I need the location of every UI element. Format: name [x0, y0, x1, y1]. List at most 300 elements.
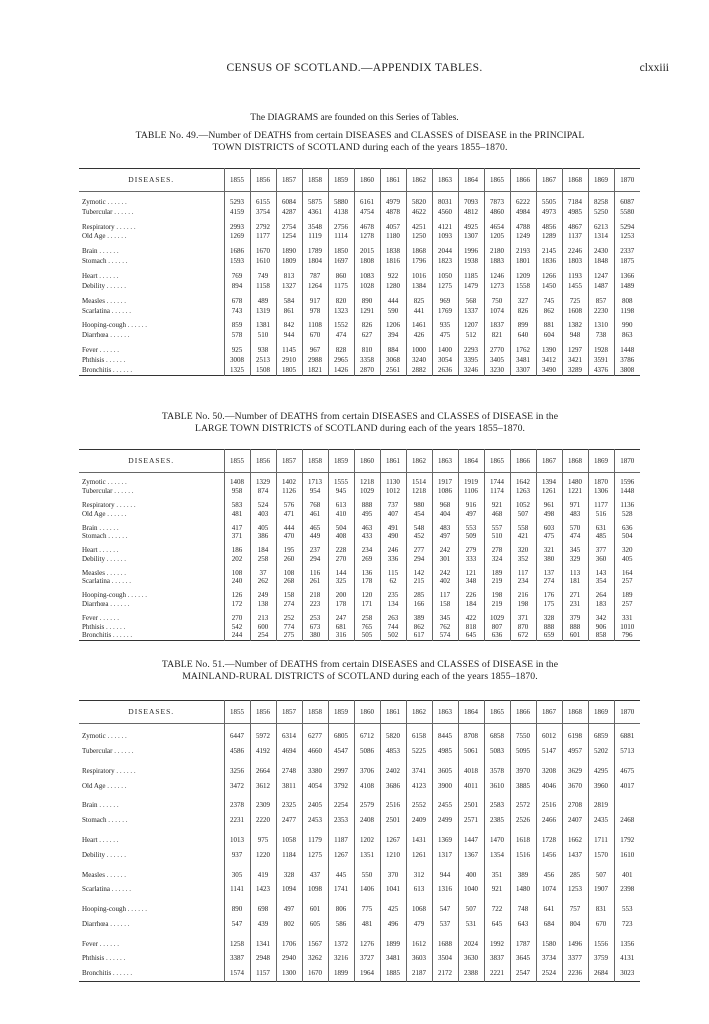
death-count: 1297: [562, 345, 588, 355]
death-count: 348: [458, 577, 484, 586]
death-count: 2337: [614, 246, 640, 256]
death-count: 1642: [510, 478, 536, 487]
leader-dots: . . . . . .: [105, 509, 127, 518]
death-count: 312: [406, 867, 432, 882]
death-count: 5505: [536, 197, 562, 207]
death-count: 937: [224, 847, 250, 862]
death-count: 749: [250, 271, 276, 281]
disease-name: Old Age: [82, 232, 106, 241]
table-row: [79, 232, 640, 242]
table-row: [79, 778, 640, 793]
death-count: 1000: [406, 345, 432, 355]
death-count: 3578: [484, 764, 510, 779]
disease-label: [79, 509, 224, 518]
death-count: 4660: [302, 744, 328, 759]
leader-dots: . . . . . .: [108, 331, 130, 340]
disease-label: [79, 271, 224, 281]
death-count: 1381: [250, 320, 276, 330]
death-count: 4108: [354, 778, 380, 793]
death-count: 1317: [432, 847, 458, 862]
death-count: 3645: [510, 951, 536, 966]
death-count: 748: [510, 902, 536, 917]
death-count: 329: [562, 554, 588, 563]
death-count: 1610: [250, 256, 276, 266]
death-count: 481: [224, 509, 250, 518]
death-count: 1278: [354, 232, 380, 242]
death-count: 270: [224, 613, 250, 622]
death-count: 4984: [510, 207, 536, 217]
death-count: 2684: [588, 966, 614, 982]
death-count: 1266: [536, 271, 562, 281]
year-header: 1859: [328, 701, 354, 724]
disease-label: [79, 867, 224, 882]
death-count: 1041: [380, 882, 406, 897]
death-count: 475: [432, 330, 458, 340]
death-count: 1198: [614, 306, 640, 316]
death-count: 465: [302, 523, 328, 532]
death-count: 1267: [380, 833, 406, 848]
death-count: 389: [510, 867, 536, 882]
caption-line-2: MAINLAND-RURAL DISTRICTS of SCOTLAND during each of the years 1855–1870.: [182, 671, 538, 682]
death-count: 468: [484, 509, 510, 518]
death-count: 405: [614, 554, 640, 563]
table-row: [79, 966, 640, 982]
disease-name: Stomach: [82, 257, 107, 266]
death-count: 4547: [328, 744, 354, 759]
death-count: 1769: [432, 306, 458, 316]
death-count: 496: [380, 916, 406, 931]
death-count: 2044: [432, 246, 458, 256]
death-count: 249: [250, 591, 276, 600]
death-count: 1480: [562, 478, 588, 487]
death-count: 138: [250, 600, 276, 609]
death-count: 725: [562, 296, 588, 306]
table-50: [79, 449, 640, 641]
death-count: 1175: [328, 281, 354, 291]
death-count: 2402: [380, 764, 406, 779]
death-count: 184: [458, 600, 484, 609]
death-count: 2408: [354, 813, 380, 828]
death-count: 5972: [250, 729, 276, 744]
death-count: 502: [380, 631, 406, 641]
death-count: 3208: [536, 764, 562, 779]
year-header: 1866: [510, 701, 536, 724]
table-row: [79, 296, 640, 306]
death-count: 178: [328, 600, 354, 609]
year-header: 1855: [224, 169, 250, 192]
caption-line-1: TABLE No. 51.—Number of DEATHS from certain DISEASES and CLASSES of DISEASE in the: [161, 659, 559, 670]
death-count: 244: [224, 631, 250, 641]
death-count: 3504: [432, 951, 458, 966]
death-count: 1787: [510, 936, 536, 951]
year-header: 1858: [302, 701, 328, 724]
death-count: 1098: [302, 882, 328, 897]
leader-dots: . . . . . .: [112, 207, 134, 216]
death-count: 6222: [510, 197, 536, 207]
death-count: 558: [510, 523, 536, 532]
death-count: 681: [328, 622, 354, 631]
death-count: 3358: [354, 355, 380, 365]
death-count: 437: [302, 867, 328, 882]
death-count: 4979: [380, 197, 406, 207]
death-count: 294: [406, 554, 432, 563]
death-count: 474: [328, 330, 354, 340]
death-count: 1917: [432, 478, 458, 487]
table-row: [79, 622, 640, 631]
death-count: 3811: [276, 778, 302, 793]
year-header: 1866: [510, 169, 536, 192]
death-count: 528: [614, 509, 640, 518]
death-count: 1706: [276, 936, 302, 951]
year-header: 1862: [406, 169, 432, 192]
death-count: 1040: [458, 882, 484, 897]
death-count: 2246: [562, 246, 588, 256]
death-count: 495: [354, 509, 380, 518]
death-count: 1269: [224, 232, 250, 242]
death-count: 507: [588, 867, 614, 882]
disease-label: [79, 966, 224, 982]
death-count: 888: [354, 501, 380, 510]
death-count: 4694: [276, 744, 302, 759]
death-count: 6158: [406, 729, 432, 744]
death-count: 254: [250, 631, 276, 641]
death-count: 738: [588, 330, 614, 340]
death-count: 531: [458, 916, 484, 931]
death-count: 1261: [536, 487, 562, 496]
death-count: 4046: [536, 778, 562, 793]
disease-name: Scarlatina: [82, 885, 110, 894]
death-count: 2819: [588, 798, 614, 813]
death-count: 4878: [380, 207, 406, 217]
disease-name: Debility: [82, 850, 105, 859]
disease-name: Diarrhœa: [82, 919, 109, 928]
death-count: 2455: [432, 798, 458, 813]
death-count: 419: [250, 867, 276, 882]
disease-name: Tubercular: [82, 207, 113, 216]
year-header: 1866: [510, 450, 536, 473]
death-count: 6314: [276, 729, 302, 744]
leader-dots: . . . . . .: [97, 939, 119, 948]
death-count: 2325: [276, 798, 302, 813]
leader-dots: . . . . . .: [114, 222, 136, 231]
death-count: 975: [250, 833, 276, 848]
death-count: 400: [458, 867, 484, 882]
death-count: 1489: [614, 281, 640, 291]
year-header: 1864: [458, 701, 484, 724]
death-count: 3548: [302, 222, 328, 232]
death-count: 4788: [510, 222, 536, 232]
death-count: 3734: [536, 951, 562, 966]
death-count: 3262: [302, 951, 328, 966]
year-header: 1858: [302, 450, 328, 473]
death-count: 1556: [588, 936, 614, 951]
death-count: 3054: [432, 355, 458, 365]
death-count: 600: [250, 622, 276, 631]
death-count: 3240: [406, 355, 432, 365]
disease-label: [79, 622, 224, 631]
table-row: [79, 355, 640, 365]
death-count: 402: [432, 577, 458, 586]
year-header: 1865: [484, 701, 510, 724]
death-count: 1351: [354, 847, 380, 862]
death-count: 62: [380, 577, 406, 586]
disease-label: [79, 330, 224, 340]
death-count: 818: [458, 622, 484, 631]
death-count: 645: [484, 916, 510, 931]
death-count: 327: [510, 296, 536, 306]
disease-label: [79, 355, 224, 365]
table-row: [79, 867, 640, 882]
death-count: 410: [328, 509, 354, 518]
death-count: 2579: [354, 798, 380, 813]
table-row: [79, 509, 640, 518]
death-count: 407: [380, 509, 406, 518]
table-row: [79, 365, 640, 376]
table-body: [79, 473, 640, 641]
death-count: 568: [458, 296, 484, 306]
death-count: 3759: [588, 951, 614, 966]
death-count: 1996: [458, 246, 484, 256]
death-count: 2708: [562, 798, 588, 813]
death-count: 481: [354, 916, 380, 931]
death-count: 862: [536, 306, 562, 316]
death-count: 1938: [458, 256, 484, 266]
death-count: 670: [588, 916, 614, 931]
death-count: 117: [432, 591, 458, 600]
death-count: 1402: [276, 478, 302, 487]
death-count: 1106: [458, 487, 484, 496]
table-row: [79, 256, 640, 266]
death-count: 1130: [380, 478, 406, 487]
death-count: 474: [562, 532, 588, 541]
disease-name: Respiratory: [82, 766, 115, 775]
disease-label: [79, 631, 224, 641]
intro-note: The DIAGRAMS are founded on this Series of Tables.: [250, 113, 459, 123]
death-count: 1254: [276, 232, 302, 242]
death-count: 2664: [250, 764, 276, 779]
death-count: 294: [302, 554, 328, 563]
death-count: 553: [458, 523, 484, 532]
death-count: 3412: [536, 355, 562, 365]
death-count: 7550: [510, 729, 536, 744]
header-row: [79, 701, 640, 724]
death-count: 1258: [224, 936, 250, 951]
year-header: 1859: [328, 450, 354, 473]
caption-line-1: TABLE No. 50.—Number of DEATHS from certain DISEASES and CLASSES of DISEASE in the: [161, 411, 559, 422]
death-count: 444: [380, 296, 406, 306]
death-count: 181: [562, 577, 588, 586]
death-count: 723: [614, 916, 640, 931]
death-count: 425: [380, 902, 406, 917]
death-count: 821: [484, 330, 510, 340]
caption-line-1: TABLE No. 49.—Number of DEATHS from certain DISEASES and CLASSES of DISEASE in the PRINCIPAL: [135, 130, 585, 141]
leader-dots: . . . . . .: [105, 478, 127, 487]
death-count: 497: [276, 902, 302, 917]
death-count: 3970: [510, 764, 536, 779]
death-count: 1670: [302, 966, 328, 982]
death-count: 213: [250, 613, 276, 622]
year-header: 1857: [276, 169, 302, 192]
death-count: 1450: [536, 281, 562, 291]
death-count: 360: [588, 554, 614, 563]
death-count: 2547: [510, 966, 536, 982]
death-count: 1306: [588, 487, 614, 496]
death-count: 2501: [380, 813, 406, 828]
death-count: 1174: [484, 487, 510, 496]
death-count: 1369: [432, 833, 458, 848]
death-count: 863: [614, 330, 640, 340]
year-header: 1869: [588, 450, 614, 473]
disease-label: [79, 813, 224, 828]
death-count: 762: [432, 622, 458, 631]
death-count: 921: [484, 882, 510, 897]
death-count: 862: [406, 622, 432, 631]
death-count: 1610: [614, 847, 640, 862]
death-count: 3610: [484, 778, 510, 793]
death-count: 3246: [458, 365, 484, 376]
death-count: 6277: [302, 729, 328, 744]
death-count: 4754: [354, 207, 380, 217]
disease-name: Hooping-cough: [82, 321, 126, 330]
death-count: 263: [380, 613, 406, 622]
death-count: 5083: [484, 744, 510, 759]
death-count: 4925: [458, 222, 484, 232]
death-count: 831: [588, 902, 614, 917]
death-count: 2770: [484, 345, 510, 355]
death-count: 1593: [224, 256, 250, 266]
table-row: [79, 532, 640, 541]
death-count: 2024: [458, 936, 484, 951]
death-count: 586: [328, 916, 354, 931]
death-count: 2254: [328, 798, 354, 813]
death-count: 331: [614, 613, 640, 622]
disease-name: Bronchitis: [82, 969, 112, 978]
death-count: 969: [432, 296, 458, 306]
death-count: 1574: [224, 966, 250, 982]
death-count: 2524: [536, 966, 562, 982]
disease-name: Tubercular: [82, 487, 113, 496]
leader-dots: . . . . . .: [125, 321, 147, 330]
year-header: 1864: [458, 169, 484, 192]
death-count: 5202: [588, 744, 614, 759]
death-count: 198: [510, 600, 536, 609]
disease-name: Measles: [82, 568, 105, 577]
death-count: 1456: [536, 847, 562, 862]
death-count: 1221: [562, 487, 588, 496]
death-count: 507: [510, 509, 536, 518]
death-count: 826: [354, 320, 380, 330]
death-count: 218: [302, 591, 328, 600]
death-count: 377: [588, 546, 614, 555]
death-count: 261: [302, 577, 328, 586]
table-row: [79, 306, 640, 316]
death-count: 3727: [354, 951, 380, 966]
death-count: 1316: [432, 882, 458, 897]
death-count: 223: [302, 600, 328, 609]
death-count: 1337: [458, 306, 484, 316]
death-count: 4011: [458, 778, 484, 793]
death-count: 1052: [510, 501, 536, 510]
year-header: 1862: [406, 450, 432, 473]
death-count: 2309: [250, 798, 276, 813]
death-count: 548: [406, 523, 432, 532]
table-row: [79, 591, 640, 600]
death-count: 2398: [614, 882, 640, 897]
death-count: 8258: [588, 197, 614, 207]
disease-name: Measles: [82, 296, 105, 305]
table-row: [79, 600, 640, 609]
disease-label: [79, 546, 224, 555]
death-count: 234: [510, 577, 536, 586]
disease-name: Hooping-cough: [82, 905, 126, 914]
death-count: 2910: [276, 355, 302, 365]
death-count: 441: [406, 306, 432, 316]
death-count: 2870: [354, 365, 380, 376]
disease-label: [79, 833, 224, 848]
death-count: 617: [406, 631, 432, 641]
death-count: 1275: [432, 281, 458, 291]
death-count: 1455: [562, 281, 588, 291]
death-count: 769: [224, 271, 250, 281]
death-count: 899: [510, 320, 536, 330]
death-count: 954: [302, 487, 328, 496]
death-count: 576: [276, 501, 302, 510]
death-count: 342: [588, 613, 614, 622]
death-count: 826: [510, 306, 536, 316]
death-count: 1686: [224, 246, 250, 256]
leader-dots: . . . . . .: [97, 247, 119, 256]
death-count: 433: [354, 532, 380, 541]
death-count: 1470: [484, 833, 510, 848]
death-count: 1267: [328, 847, 354, 862]
death-count: 143: [588, 568, 614, 577]
disease-label: [79, 281, 224, 291]
table-row: [79, 246, 640, 256]
death-count: 944: [276, 330, 302, 340]
disease-label: [79, 847, 224, 862]
death-count: 5147: [536, 744, 562, 759]
death-count: 216: [510, 591, 536, 600]
death-count: 2405: [302, 798, 328, 813]
table-body: [79, 724, 640, 982]
death-count: 678: [224, 296, 250, 306]
table-row: [79, 631, 640, 641]
death-count: 2965: [328, 355, 354, 365]
leader-dots: . . . . . .: [106, 532, 128, 541]
death-count: 1796: [406, 256, 432, 266]
table-head: [79, 701, 640, 724]
leader-dots: . . . . . .: [104, 954, 126, 963]
table-row: [79, 902, 640, 917]
year-header: 1868: [562, 169, 588, 192]
death-count: 1157: [250, 966, 276, 982]
disease-label: [79, 951, 224, 966]
header-row: [79, 450, 640, 473]
death-count: 1187: [328, 833, 354, 848]
leader-dots: . . . . . .: [108, 919, 130, 928]
death-count: 890: [354, 296, 380, 306]
death-count: 108: [276, 568, 302, 577]
death-count: 6161: [354, 197, 380, 207]
death-count: 578: [224, 330, 250, 340]
disease-name: Heart: [82, 835, 98, 844]
death-count: 2430: [588, 246, 614, 256]
death-count: 4138: [328, 207, 354, 217]
disease-name: Old Age: [82, 509, 106, 518]
disease-label: [79, 501, 224, 510]
death-count: 874: [250, 487, 276, 496]
death-count: 336: [380, 554, 406, 563]
